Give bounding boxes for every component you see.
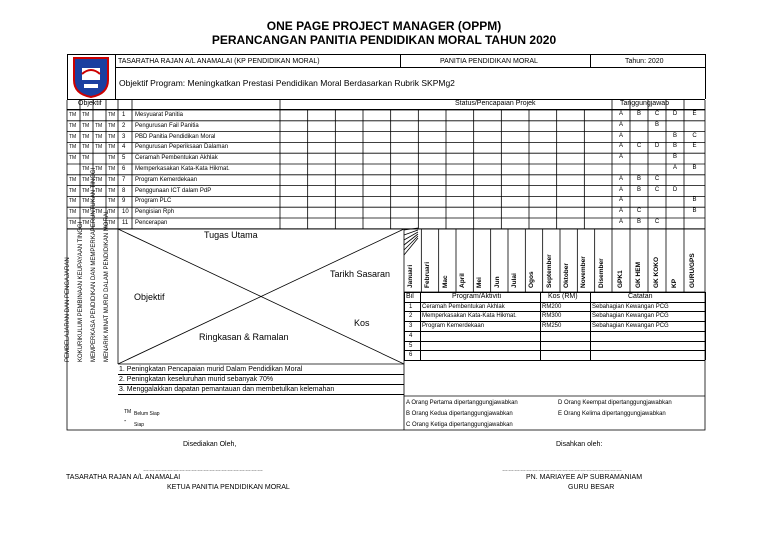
responsibility-cell: B bbox=[636, 186, 641, 193]
legend-belum: Belum Siap bbox=[134, 411, 160, 417]
side-label-1: PEMBELAJARAN DAN PENGAJARAN bbox=[65, 257, 71, 362]
title-line-1: ONE PAGE PROJECT MANAGER (OPPM) bbox=[266, 19, 502, 33]
preparer-role: KETUA PANITIA PENDIDIKAN MORAL bbox=[167, 484, 290, 491]
objektif-diagram-label: Objektif bbox=[134, 292, 165, 302]
staff-label: GK HEM bbox=[635, 262, 642, 288]
objective-mark: TM bbox=[95, 176, 103, 183]
responsibility-cell: A bbox=[618, 208, 623, 215]
activity-number: 2 bbox=[122, 122, 126, 129]
legend-siap: Siap bbox=[134, 422, 145, 428]
activity-name: Memperkasakan Kata-Kata Hikmat. bbox=[135, 166, 230, 172]
ringkasan-label: Ringkasan & Ramalan bbox=[199, 332, 289, 342]
responsibility-cell: B bbox=[654, 121, 659, 128]
responsibility-cell: C bbox=[654, 219, 660, 225]
responsibility-cell: B bbox=[692, 197, 697, 204]
person-c: C Orang Ketiga dipertanggungjawabkan bbox=[406, 422, 513, 428]
objective-mark: TM bbox=[82, 220, 90, 226]
objective-mark: TM bbox=[108, 209, 116, 216]
objective-mark: TM bbox=[69, 209, 77, 216]
staff-label: KP bbox=[671, 278, 678, 288]
objective-mark: TM bbox=[82, 133, 90, 140]
tugas-utama-label: Tugas Utama bbox=[204, 230, 258, 240]
month-label: Mei bbox=[476, 277, 484, 288]
objective-mark: TM bbox=[95, 122, 103, 129]
objective-mark: TM bbox=[69, 198, 77, 205]
program-objective: Objektif Program: Meningkatkan Prestasi Pendidikan Moral Berdasarkan Rubrik SKPMg2 bbox=[119, 78, 455, 88]
responsibility-cell: B bbox=[636, 219, 641, 225]
activity-number: 10 bbox=[122, 209, 129, 216]
summary-item-3: 3. Menggalakkan dapatan pemantauan dan membetulkan kelemahan bbox=[119, 386, 335, 393]
responsibility-cell: B bbox=[672, 154, 677, 161]
preparer-name: TASARATHA RAJAN A/L ANAMALAI bbox=[66, 474, 181, 481]
objective-mark: TM bbox=[108, 220, 116, 226]
responsibility-cell: C bbox=[654, 186, 660, 193]
cost-catatan: Sebahagian Kewangan PCG bbox=[592, 303, 669, 310]
objektif-heading: Objektif bbox=[78, 100, 102, 107]
tanggungjawab-heading: Tanggungjawab bbox=[620, 100, 670, 107]
responsibility-cell: A bbox=[618, 121, 623, 128]
activity-name: Pencerapan bbox=[135, 220, 168, 226]
side-label-2: KOKURIKULUM PEMBINAAN KEUPAYAAN TINGGI bbox=[78, 221, 84, 362]
cost-header: Bil bbox=[406, 293, 414, 300]
activity-name: Mesyuarat Panitia bbox=[135, 112, 184, 118]
objective-mark: TM bbox=[108, 176, 116, 183]
objective-mark: TM bbox=[69, 187, 77, 194]
responsibility-cell: B bbox=[672, 143, 677, 150]
objective-mark: TM bbox=[82, 166, 90, 172]
activity-number: 3 bbox=[122, 133, 126, 140]
responsibility-cell: A bbox=[618, 175, 623, 182]
objective-mark: TM bbox=[82, 144, 90, 151]
side-label-3: MEMPERKASA PENDIDIKAN DAN MEMPERKAPERUNTUKAN TINGGI bbox=[91, 167, 97, 362]
month-label: Mac bbox=[441, 275, 449, 288]
objective-mark: TM bbox=[108, 198, 116, 205]
objective-mark: TM bbox=[108, 112, 116, 118]
responsibility-cell: E bbox=[692, 111, 697, 117]
month-label: Oktober bbox=[563, 263, 570, 288]
objective-mark: TM bbox=[82, 112, 90, 118]
responsibility-cell: B bbox=[636, 175, 641, 182]
responsibility-cell: C bbox=[654, 111, 660, 117]
person-d: D Orang Keempat dipertanggungjawabkan bbox=[558, 400, 672, 406]
activity-number: 6 bbox=[122, 166, 126, 172]
activity-name: Pengisian Rph bbox=[135, 209, 175, 216]
cost-program: Ceramah Pembentukan Akhlak bbox=[422, 303, 505, 310]
responsibility-cell: D bbox=[654, 143, 660, 150]
objective-mark: TM bbox=[108, 155, 116, 162]
status-heading: Status/Pencapaian Projek bbox=[455, 100, 536, 107]
cost-bil: 6 bbox=[409, 352, 413, 359]
activity-name: Penggunaan ICT dalam PdP bbox=[135, 187, 212, 194]
activity-name: Pengurusan Fail Panitia bbox=[135, 122, 199, 129]
activity-name: Program PLC bbox=[135, 198, 172, 205]
objective-mark: TM bbox=[108, 144, 116, 151]
responsibility-cell: C bbox=[654, 175, 660, 182]
objective-mark: TM bbox=[108, 122, 116, 129]
objective-mark: TM bbox=[108, 166, 116, 172]
objective-mark: TM bbox=[95, 133, 103, 140]
cost-kos: RM300 bbox=[542, 313, 562, 320]
responsibility-cell: A bbox=[618, 197, 623, 204]
objective-mark: TM bbox=[108, 133, 116, 140]
responsibility-cell: B bbox=[692, 208, 697, 215]
summary-item-1: 1. Peningkatan Pencapaian murid Dalam Pendidikan Moral bbox=[119, 366, 303, 373]
objective-mark: TM bbox=[95, 187, 103, 194]
cost-program: Program Kemerdekaan bbox=[422, 323, 485, 330]
activity-name: Ceramah Pembentukan Akhlak bbox=[135, 155, 218, 162]
objective-mark: TM bbox=[69, 133, 77, 140]
person-e: E Orang Kelima dipertanggungjawabkan bbox=[558, 411, 666, 417]
responsibility-cell: B bbox=[692, 165, 697, 171]
staff-label: GPK1 bbox=[617, 270, 624, 288]
responsibility-cell: A bbox=[618, 219, 623, 225]
month-label: November bbox=[580, 256, 588, 288]
objective-mark: TM bbox=[69, 144, 77, 151]
cost-bil: 1 bbox=[409, 303, 413, 310]
cost-bil: 5 bbox=[409, 342, 413, 349]
month-label: Ogos bbox=[528, 271, 536, 288]
cost-header: Catatan bbox=[628, 293, 653, 300]
side-label-4: MENARIK MINAT MURID DALAM PENDIDIKAN MORAL bbox=[104, 209, 110, 362]
approved-by: Disahkan oleh: bbox=[556, 441, 603, 448]
objective-mark: TM bbox=[82, 198, 90, 205]
staff-label: GK KOKO bbox=[653, 256, 660, 288]
person-a: A Orang Pertama dipertanggungjawabkan bbox=[406, 400, 518, 406]
activity-number: 7 bbox=[122, 176, 126, 183]
cost-kos: RM250 bbox=[542, 323, 562, 330]
responsibility-cell: A bbox=[618, 154, 623, 161]
prepared-by: Disediakan Oleh, bbox=[183, 441, 237, 448]
tarikh-sasaran-label: Tarikh Sasaran bbox=[330, 269, 391, 279]
legend-tm: TM bbox=[124, 409, 132, 415]
cost-program: Memperkasakan Kata-Kata Hikmat. bbox=[422, 313, 517, 320]
activity-number: 8 bbox=[122, 187, 126, 194]
objective-mark: TM bbox=[95, 166, 103, 172]
cost-kos: RM200 bbox=[542, 303, 562, 310]
responsibility-cell: D bbox=[672, 186, 678, 193]
activity-name: Program Kemerdekaan bbox=[135, 176, 198, 183]
responsibility-cell: A bbox=[618, 111, 623, 117]
school-name: TASARATHA RAJAN A/L ANAMALAI (KP PENDIDIKAN MORAL) bbox=[118, 58, 320, 65]
responsibility-cell: A bbox=[672, 165, 677, 171]
month-label: Jun bbox=[493, 276, 501, 288]
cost-header: Program/Aktiviti bbox=[452, 293, 502, 300]
month-label: Disember bbox=[597, 258, 605, 288]
cost-bil: 3 bbox=[409, 323, 413, 330]
responsibility-cell: C bbox=[636, 143, 642, 150]
activity-number: 11 bbox=[122, 220, 129, 226]
objective-mark: TM bbox=[82, 209, 90, 216]
kos-label: Kos bbox=[354, 318, 370, 328]
signature-line-1: …………………………………………………… bbox=[143, 467, 263, 473]
objective-mark: TM bbox=[69, 176, 77, 183]
objective-mark: TM bbox=[82, 176, 90, 183]
objective-mark: TM bbox=[69, 220, 77, 226]
responsibility-cell: C bbox=[692, 132, 697, 139]
month-label: Februari bbox=[424, 261, 432, 288]
cost-catatan: Sebahagian Kewangan PCG bbox=[592, 323, 669, 330]
objective-mark: TM bbox=[82, 155, 90, 162]
objective-mark: TM bbox=[82, 187, 90, 194]
responsibility-cell: D bbox=[672, 111, 678, 117]
responsibility-cell: C bbox=[636, 208, 642, 215]
cost-bil: 4 bbox=[409, 332, 413, 339]
cost-catatan: Sebahagian Kewangan PCG bbox=[592, 313, 669, 320]
cost-bil: 2 bbox=[409, 313, 413, 320]
objective-mark: TM bbox=[69, 155, 77, 162]
staff-label: GURU/GPS bbox=[689, 253, 696, 288]
objective-mark: TM bbox=[69, 122, 77, 129]
month-label: Julai bbox=[511, 273, 518, 288]
title-line-2: PERANCANGAN PANITIA PENDIDIKAN MORAL TAHUN 2020 bbox=[211, 33, 557, 47]
responsibility-cell: E bbox=[692, 143, 697, 150]
month-label: Januari bbox=[407, 264, 414, 288]
approver-name: PN. MARIAYEE A/P SUBRAMANIAM bbox=[526, 474, 643, 481]
legend-dash: - bbox=[124, 418, 127, 425]
responsibility-cell: A bbox=[618, 143, 623, 150]
activity-number: 4 bbox=[122, 144, 126, 151]
responsibility-cell: A bbox=[618, 132, 623, 139]
activity-number: 5 bbox=[122, 155, 126, 162]
objective-mark: TM bbox=[108, 187, 116, 194]
activity-name: Pengurusan Peperiksaan Dalaman bbox=[135, 144, 229, 151]
objective-mark: TM bbox=[82, 122, 90, 129]
responsibility-cell: B bbox=[636, 111, 641, 117]
year-label: Tahun: 2020 bbox=[625, 58, 664, 65]
signature-line-2: …………………………………………………… bbox=[502, 467, 622, 473]
activity-number: 1 bbox=[122, 112, 126, 118]
panel-name: PANITIA PENDIDIKAN MORAL bbox=[440, 58, 538, 65]
objective-mark: TM bbox=[95, 209, 103, 216]
cost-header: Kos (RM) bbox=[548, 293, 578, 300]
objective-mark: TM bbox=[69, 112, 77, 118]
summary-item-2: 2. Peningkatan keseluruhan murid sebanyak 70% bbox=[119, 376, 274, 383]
activity-name: PBD Panitia Pendidikan Moral bbox=[135, 133, 216, 140]
approver-role: GURU BESAR bbox=[568, 484, 615, 491]
activity-number: 9 bbox=[122, 198, 126, 205]
responsibility-cell: A bbox=[618, 186, 623, 193]
month-label: April bbox=[459, 273, 466, 288]
objective-mark: TM bbox=[95, 144, 103, 151]
person-b: B Orang Kedua dipertanggungjawabkan bbox=[406, 411, 513, 417]
responsibility-cell: B bbox=[672, 132, 677, 139]
month-label: September bbox=[545, 254, 553, 288]
